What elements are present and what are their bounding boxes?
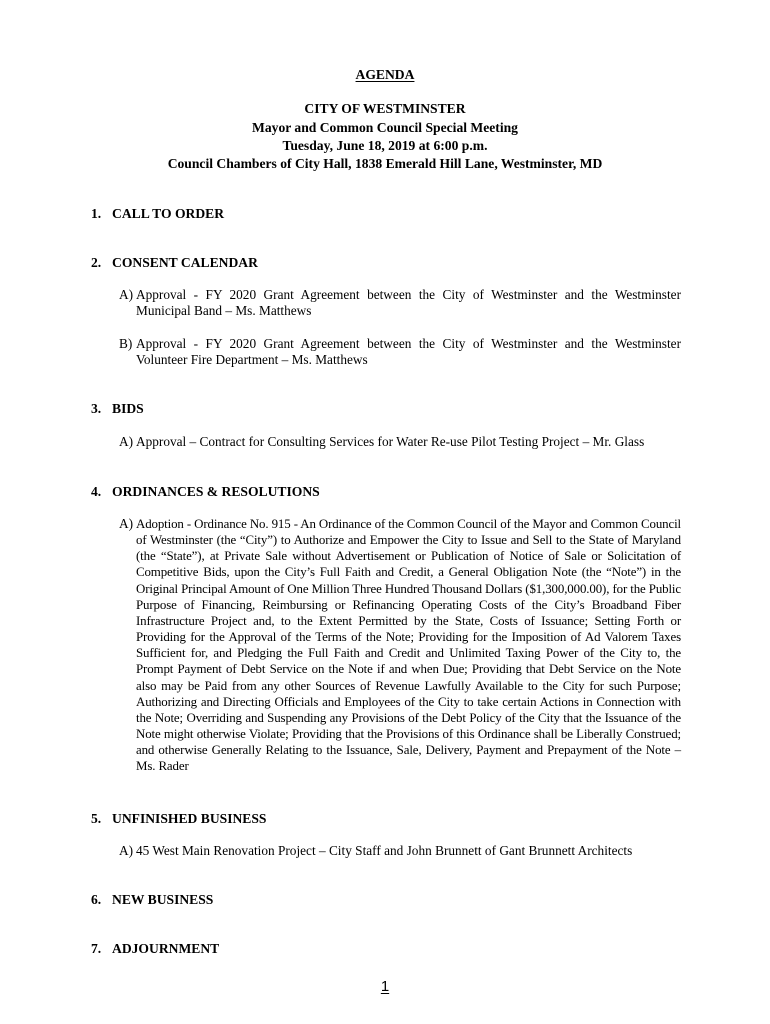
section-number: 6. [91,892,102,907]
meeting-name: Mayor and Common Council Special Meeting [252,120,518,135]
section-title: UNFINISHED BUSINESS [112,811,267,826]
item-letter: B) [119,336,133,351]
item-text: Approval - FY 2020 Grant Agreement between the City of Westminster and the Westminster Municipal Band – Ms. Matthews [136,287,681,319]
item-letter: A) [119,434,134,449]
section-adjournment [91,940,219,957]
agenda-title: AGENDA [355,67,415,82]
agenda-item [119,516,681,775]
section-number: 4. [91,484,102,499]
city-name: CITY OF WESTMINSTER [304,101,466,116]
section-number: 3. [91,401,102,416]
section-number: 7. [91,941,102,956]
section-number: 2. [91,255,102,270]
section-consent-calendar [91,254,258,271]
section-title: BIDS [112,401,144,416]
agenda-item [119,434,681,450]
agenda-item [119,287,681,319]
section-title: NEW BUSINESS [112,892,214,907]
item-letter: A) [119,287,134,302]
item-letter: A) [119,843,134,858]
meeting-date: Tuesday, June 18, 2019 at 6:00 p.m. [282,138,488,153]
item-letter: A) [119,516,134,531]
item-text: Approval - FY 2020 Grant Agreement between the City of Westminster and the Westminster Volunteer Fire Department – Ms. Matthews [136,336,681,368]
section-number: 1. [91,206,102,221]
section-number: 5. [91,811,102,826]
section-title: ORDINANCES & RESOLUTIONS [112,484,320,499]
item-text: Adoption - Ordinance No. 915 - An Ordinance of the Common Council of the Mayor and Common Council of Westminster (the “City”) to Authorize and Empower the City to Issue and Sell to the State of Maryland (the “State”), at Private Sale without Advertisement or Publication of Notice of Sale or Solicitation of Competitive Bids, upon the City’s Full Faith and Credit, a General Obligation Note (the “Note”) in the Original Principal Amount of One Million Three Hundred Thousand Dollars ($1,300,000.00), for the Public Purpose of Financing, Reimbursing or Refinancing Operating Costs of the City’s Broadband Fiber Infrastructure Project and, to the Extent Permitted by the State, Costs of Issuance; Setting Forth or Providing for the Approval of the Terms of the Note; Providing for the Imposition of Ad Valorem Taxes Sufficient for, and Pledging the Full Faith and Credit and Unlimited Taxing Power of the City to, the Prompt Payment of Debt Service on the Note if and when Due; Providing that Debt Service on the Note also may be Paid from any other Sources of Revenue Lawfully Available to the City for such Purpose; Authorizing and Directing Officials and Employees of the City to take certain Actions in Connection with the Note; Overriding and Suspending any Provisions of the Debt Policy of the City that the Issuance of the Note might otherwise Violate; Providing that the Provisions of this Ordinance shall be Liberally Construed; and otherwise Generally Relating to the Issuance, Sale, Delivery, Payment and Prepayment of the Note – Ms. Rader [136,517,681,774]
section-new-business [91,891,213,908]
section-title: ADJOURNMENT [112,941,220,956]
section-title: CALL TO ORDER [112,206,225,221]
section-ordinances-resolutions [91,483,320,500]
section-unfinished-business [91,810,267,827]
agenda-item [119,843,681,859]
section-call-to-order [91,205,224,222]
agenda-item [119,336,681,368]
section-title: CONSENT CALENDAR [112,255,258,270]
page-number: 1 [380,978,390,995]
item-text: 45 West Main Renovation Project – City Staff and John Brunnett of Gant Brunnett Architects [136,843,633,858]
item-text: Approval – Contract for Consulting Services for Water Re-use Pilot Testing Project – Mr. Glass [136,434,645,449]
section-bids [91,400,144,417]
meeting-location: Council Chambers of City Hall, 1838 Emerald Hill Lane, Westminster, MD [167,156,603,171]
